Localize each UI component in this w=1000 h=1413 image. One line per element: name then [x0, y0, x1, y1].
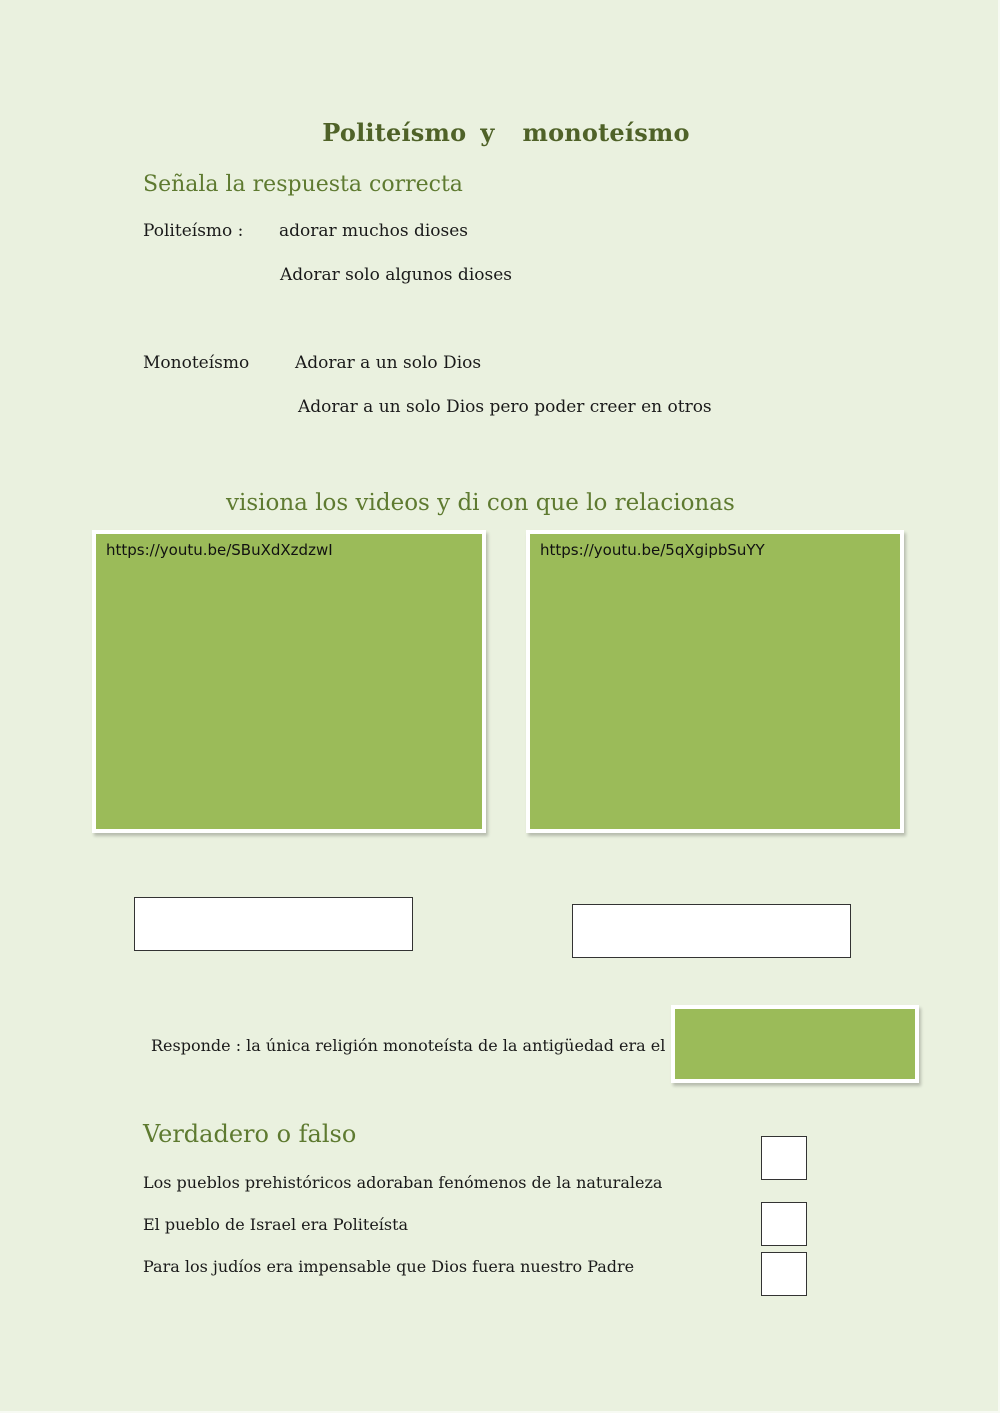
option-polytheism-2[interactable]: Adorar solo algunos dioses: [280, 265, 512, 285]
ancient-religion-prompt: Responde : la única religión monoteísta de la antigüedad era el: [151, 1036, 666, 1055]
instruction-select-correct: Señala la respuesta correcta: [143, 172, 463, 197]
statement-2-checkbox[interactable]: [761, 1202, 807, 1246]
video-link-2[interactable]: https://youtu.be/5qXgipbSuYY: [540, 541, 765, 559]
statement-3-checkbox[interactable]: [761, 1252, 807, 1296]
statement-3: Para los judíos era impensable que Dios fuera nuestro Padre: [143, 1257, 635, 1276]
title-word-monotheism: monoteísmo: [522, 118, 690, 147]
video-link-1[interactable]: https://youtu.be/SBuXdXzdzwI: [106, 541, 333, 559]
video-1-answer-input[interactable]: [134, 897, 413, 951]
option-monotheism-1[interactable]: Adorar a un solo Dios: [295, 353, 482, 373]
question-monotheism-label: Monoteísmo: [143, 353, 250, 373]
title-word-polytheism: Politeísmo: [322, 118, 467, 147]
video-card-2[interactable]: [526, 530, 904, 833]
statement-1: Los pueblos prehistóricos adoraban fenómenos de la naturaleza: [143, 1173, 663, 1192]
statement-2: El pueblo de Israel era Politeísta: [143, 1215, 409, 1234]
video-2-answer-input[interactable]: [572, 904, 851, 958]
true-false-heading: Verdadero o falso: [143, 1120, 357, 1148]
page-title: [0, 118, 1000, 147]
title-conjunction: y: [480, 118, 495, 147]
option-polytheism-1[interactable]: adorar muchos dioses: [279, 221, 469, 241]
video-card-1[interactable]: [92, 530, 486, 833]
ancient-religion-answer-box[interactable]: [671, 1005, 919, 1083]
instruction-watch-videos: visiona los videos y di con que lo relacionas: [226, 490, 735, 516]
question-polytheism-label: Politeísmo :: [143, 221, 244, 241]
option-monotheism-2[interactable]: Adorar a un solo Dios pero poder creer en otros: [298, 397, 712, 417]
statement-1-checkbox[interactable]: [761, 1136, 807, 1180]
